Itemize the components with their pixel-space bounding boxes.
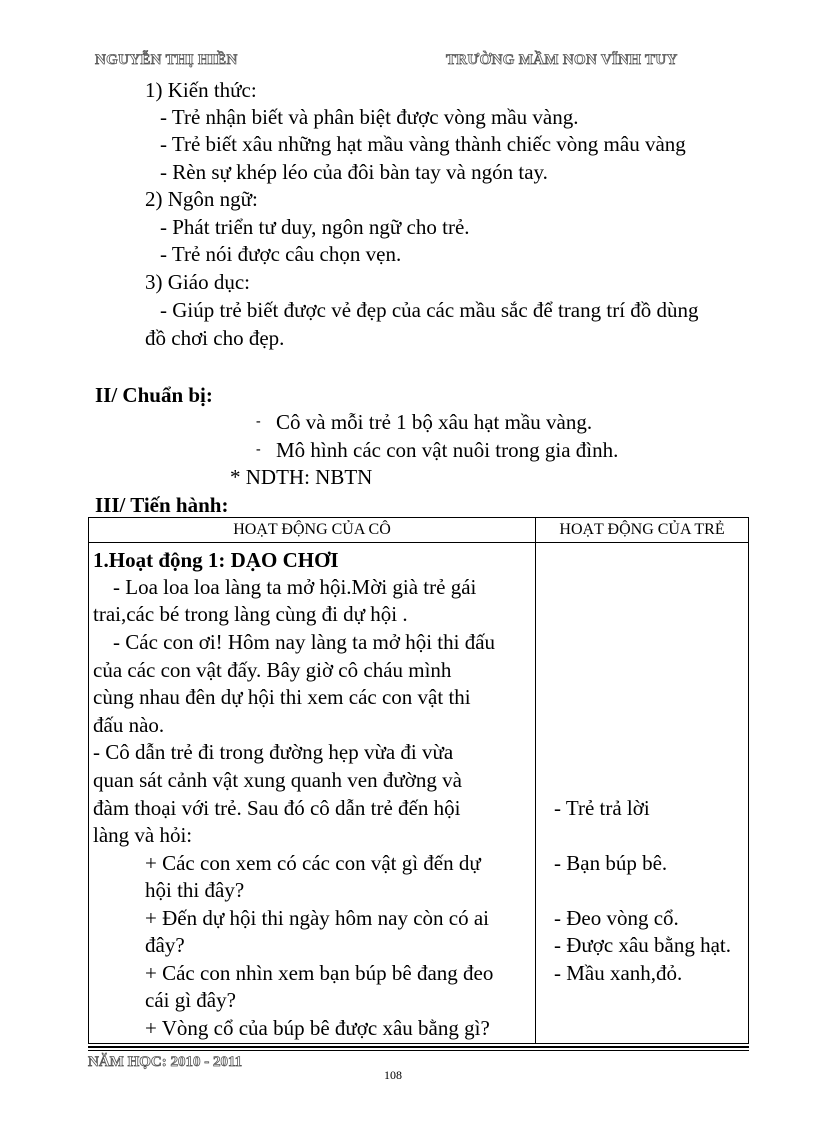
bullet-icon: - xyxy=(256,414,261,429)
col-header-teacher: HOẠT ĐỘNG CỦA CÔ xyxy=(89,518,536,543)
question-line: + Đến dự hội thi ngày hôm nay còn có ai xyxy=(145,906,489,930)
section-heading: 1) Kiến thức: xyxy=(145,78,257,102)
section-heading: 3) Giáo dục: xyxy=(145,270,250,294)
page-number: 108 xyxy=(384,1068,402,1082)
section-title: III/ Tiến hành: xyxy=(95,493,229,517)
col-header-child: HOẠT ĐỘNG CỦA TRẺ xyxy=(536,518,749,543)
question-line: + Vòng cổ của búp bê được xâu bằng gì? xyxy=(145,1016,490,1040)
section-title: II/ Chuẩn bị: xyxy=(95,383,213,407)
child-answer: - Mầu xanh,đỏ. xyxy=(554,961,683,985)
text-line: đồ chơi cho đẹp. xyxy=(145,326,285,350)
teacher-line: quan sát cảnh vật xung quanh ven đường và xyxy=(93,768,462,792)
child-answer: - Được xâu bằng hạt. xyxy=(554,933,732,957)
question-line: + Các con nhìn xem bạn búp bê đang đeo xyxy=(145,961,494,985)
teacher-line: - Các con ơi! Hôm nay làng ta mở hội thi đấu xyxy=(113,630,496,654)
child-answer: - Đeo vòng cổ. xyxy=(554,906,679,930)
child-answer: - Trẻ trả lời xyxy=(554,796,650,820)
text-line: - Giúp trẻ biết được vẻ đẹp của các mầu sắc để trang trí đồ dùng xyxy=(160,298,699,322)
bullet-icon: - xyxy=(256,442,261,457)
question-line: + Các con xem có các con vật gì đến dự xyxy=(145,851,481,875)
question-line: cái gì đây? xyxy=(145,988,236,1012)
teacher-cell xyxy=(89,543,536,1044)
prep-item: Mô hình các con vật nuôi trong gia đình. xyxy=(276,438,619,462)
teacher-line: đàm thoại với trẻ. Sau đó cô dẫn trẻ đến hội xyxy=(93,796,461,820)
question-line: hội thi đây? xyxy=(145,878,245,902)
teacher-line: của các con vật đấy. Bây giờ cô cháu mình xyxy=(93,658,452,682)
footer-divider xyxy=(88,1050,749,1051)
child-answer: - Bạn búp bê. xyxy=(554,851,668,875)
text-line: - Rèn sự khép léo của đôi bàn tay và ngón tay. xyxy=(160,160,548,184)
header-author: NGUYỄN THỊ HIỀN xyxy=(95,52,238,68)
teacher-line: - Cô dẫn trẻ đi trong đường hẹp vừa đi vừa xyxy=(93,740,454,764)
prep-item: Cô và mỗi trẻ 1 bộ xâu hạt mầu vàng. xyxy=(276,410,593,434)
footer-year: NĂM HỌC: 2010 - 2011 xyxy=(88,1054,243,1070)
ndth-note: * NDTH: NBTN xyxy=(230,465,373,489)
teacher-line: cùng nhau đên dự hội thi xem các con vật thi xyxy=(93,685,471,709)
activity-table xyxy=(88,517,749,1044)
teacher-line: đấu nào. xyxy=(93,713,165,737)
question-line: đây? xyxy=(145,933,185,957)
activity-title: 1.Hoạt động 1: DẠO CHƠI xyxy=(93,548,339,572)
teacher-line: - Loa loa loa làng ta mở hội.Mời già trẻ gái xyxy=(113,575,477,599)
child-cell xyxy=(536,543,749,1044)
text-line: - Trẻ nhận biết và phân biệt được vòng mầu vàng. xyxy=(160,105,579,129)
header-school: TRƯỜNG MẦM NON VĨNH TUY xyxy=(446,52,678,68)
text-line: - Phát triển tư duy, ngôn ngữ cho trẻ. xyxy=(160,215,470,239)
text-line: - Trẻ biết xâu những hạt mầu vàng thành chiếc vòng mâu vàng xyxy=(160,132,686,156)
teacher-line: làng và hỏi: xyxy=(93,823,193,847)
footer-divider xyxy=(88,1046,749,1048)
text-line: - Trẻ nói được câu chọn vẹn. xyxy=(160,242,402,266)
section-heading: 2) Ngôn ngữ: xyxy=(145,187,258,211)
teacher-line: trai,các bé trong làng cùng đi dự hội . xyxy=(93,602,408,626)
